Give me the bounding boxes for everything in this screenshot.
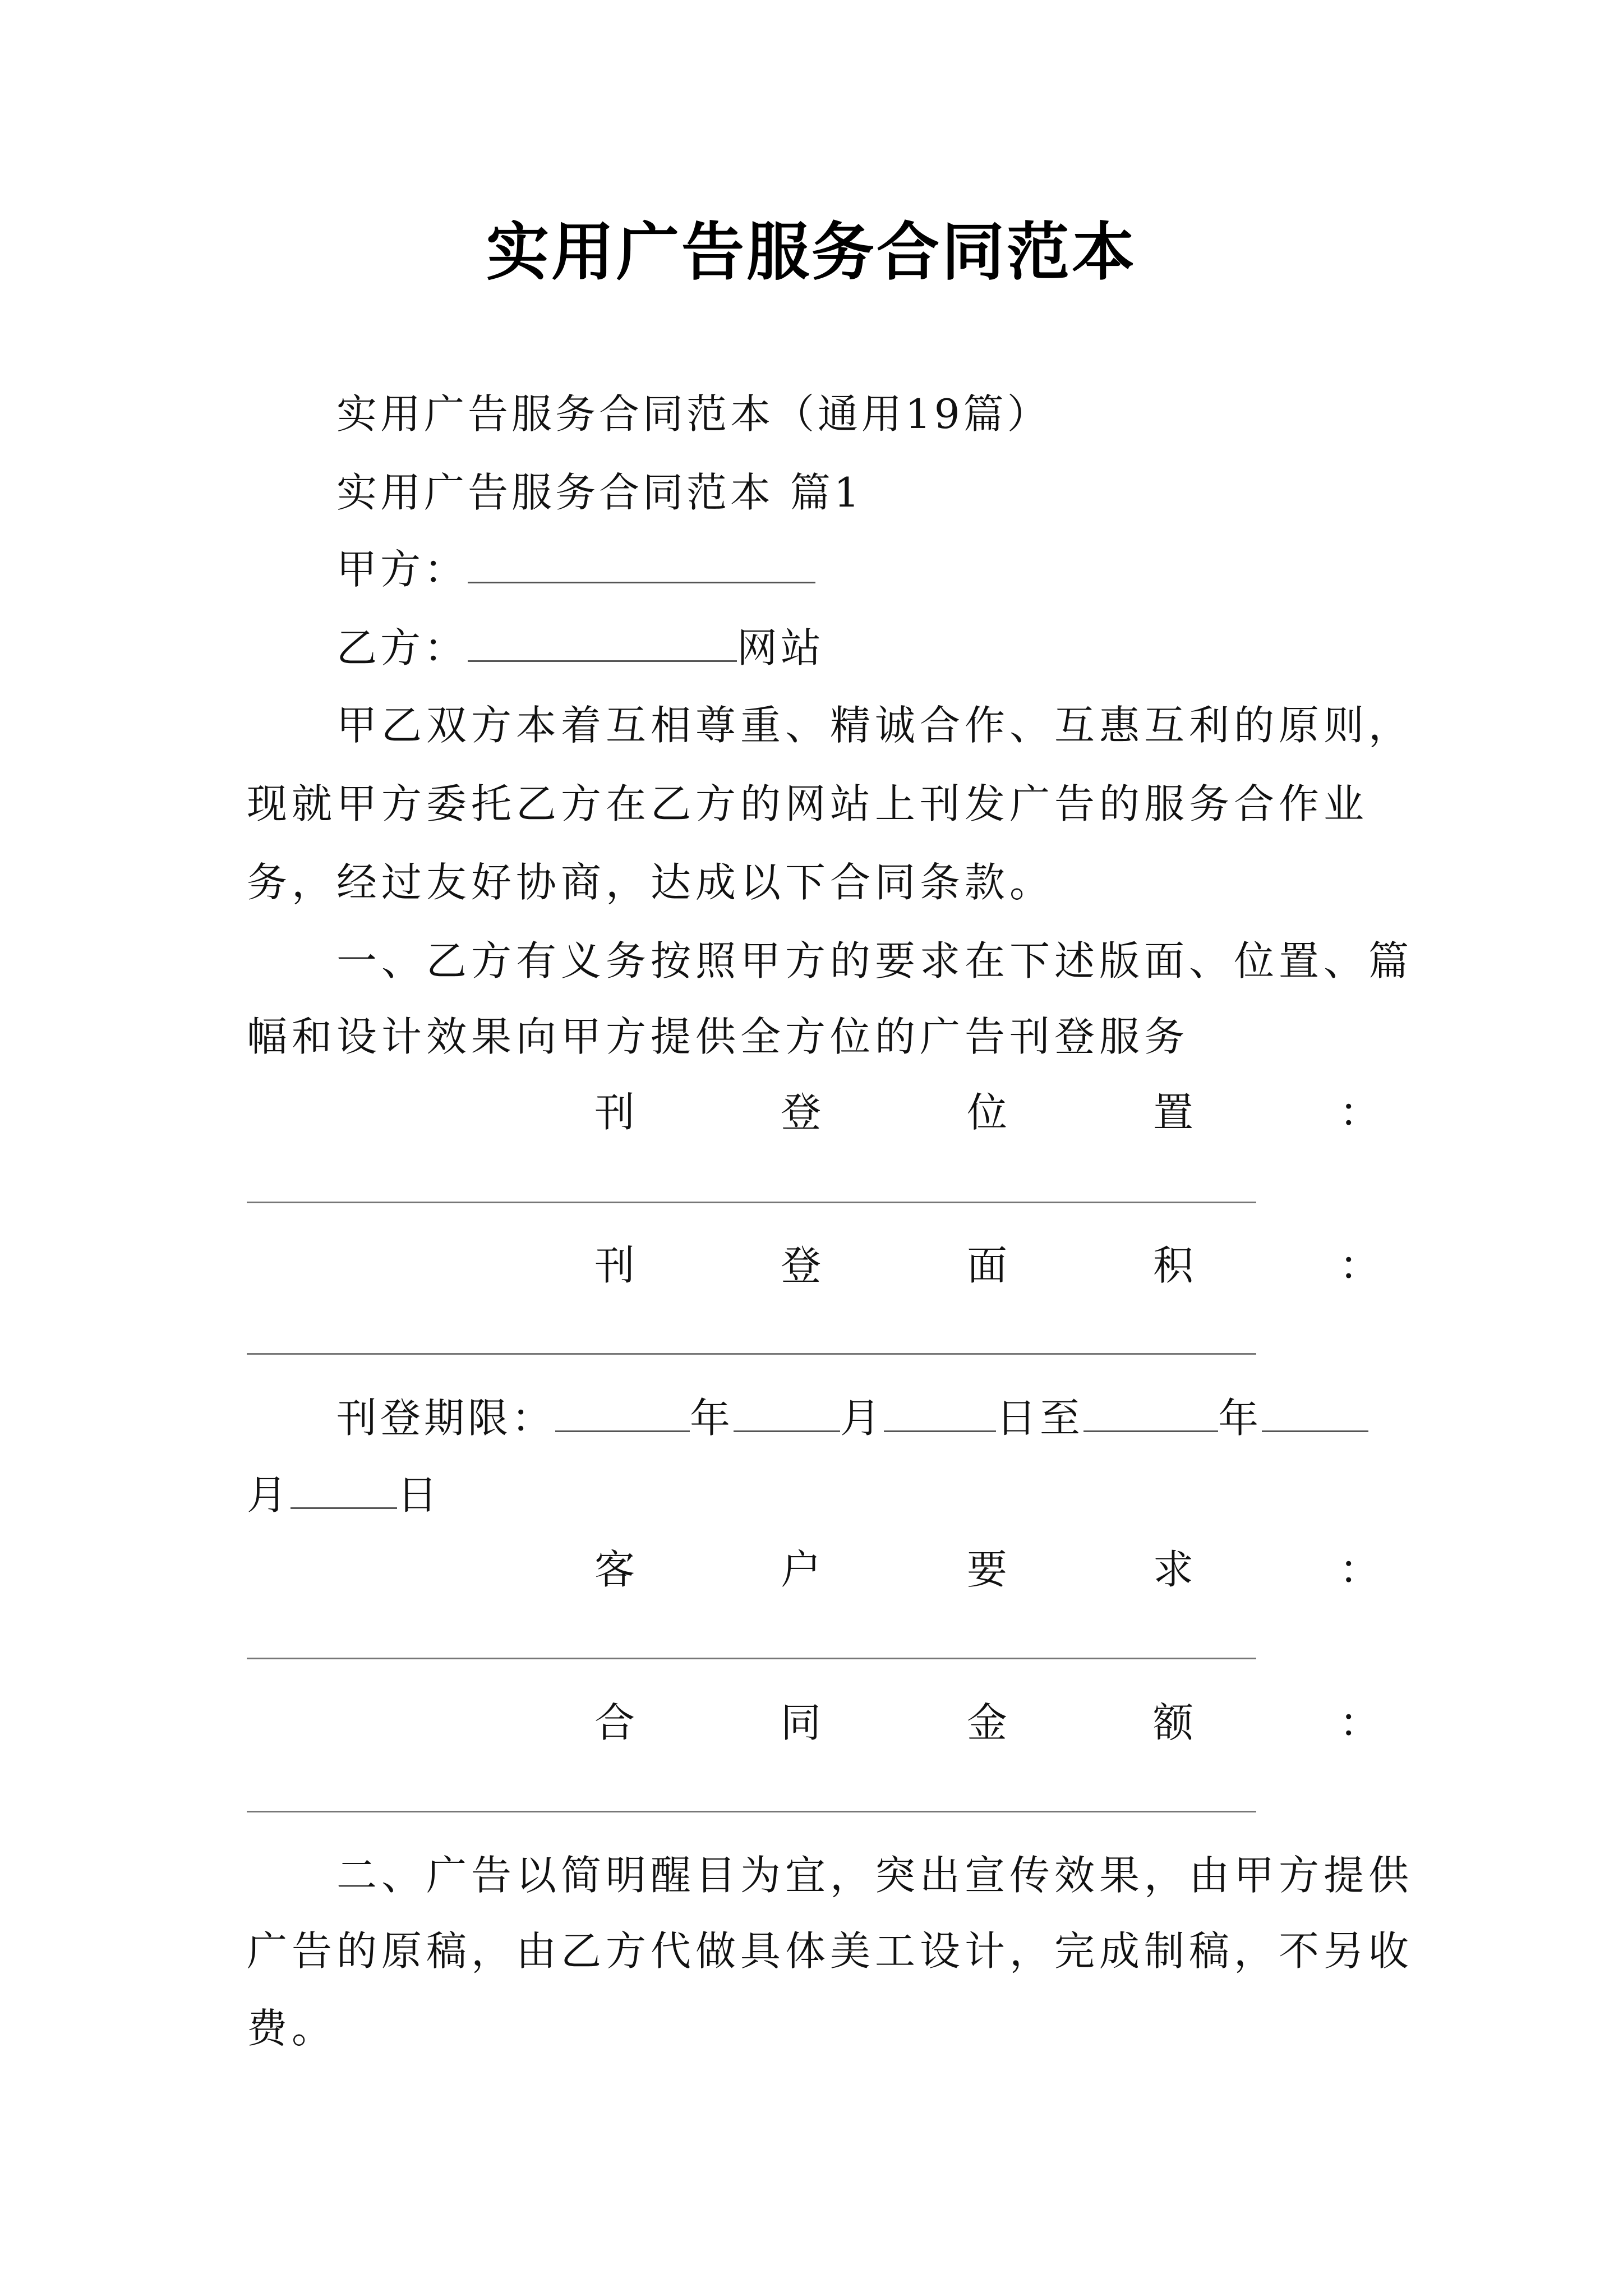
party-a-label: 甲方： xyxy=(336,546,468,593)
party-b-label: 乙方： xyxy=(336,624,468,671)
field-requirements-label: 客 户 要 求 ： xyxy=(594,1546,1380,1593)
intro-line-2: 现就甲方委托乙方在乙方的网站上刊发广告的服务合作业 xyxy=(247,780,1369,827)
clause-2-line-3: 费。 xyxy=(247,2005,337,2052)
field-position-label: 刊 登 位 置 ： xyxy=(594,1089,1380,1136)
party-b-row xyxy=(336,620,824,675)
field-area-blank xyxy=(247,1353,1256,1355)
field-position-blank xyxy=(247,1202,1256,1203)
intro-line-1: 甲乙双方本着互相尊重、精诚合作、互惠互利的原则， xyxy=(336,702,1414,749)
party-b-suffix: 网站 xyxy=(737,624,825,671)
intro-line-3: 务，经过友好协商，达成以下合同条款。 xyxy=(247,859,1055,906)
section-heading: 实用广告服务合同范本 篇1 xyxy=(336,469,863,516)
document-subtitle: 实用广告服务合同范本（通用19篇） xyxy=(336,390,1051,438)
clause-2-line-1: 二、广告以简明醒目为宜，突出宣传效果，由甲方提供 xyxy=(336,1852,1414,1899)
party-a-row xyxy=(336,541,815,596)
field-amount-label: 合 同 金 额 ： xyxy=(594,1699,1380,1746)
document-title: 实用广告服务合同范本 xyxy=(486,216,1137,289)
field-amount-blank xyxy=(247,1811,1256,1812)
party-a-blank xyxy=(468,541,815,583)
clause-1-line-2: 幅和设计效果向甲方提供全方位的广告刊登服务 xyxy=(247,1013,1189,1060)
field-requirements-blank xyxy=(247,1658,1256,1659)
period-row: 刊登期限： 年 月 日至 年 xyxy=(336,1390,1368,1445)
clause-1-line-1: 一、乙方有义务按照甲方的要求在下述版面、位置、篇 xyxy=(336,937,1414,984)
period-row-continued: 月 日 xyxy=(247,1467,441,1522)
party-b-blank xyxy=(468,620,737,662)
field-area-label: 刊 登 面 积 ： xyxy=(594,1242,1380,1289)
clause-2-line-2: 广告的原稿，由乙方代做具体美工设计，完成制稿，不另收 xyxy=(247,1927,1414,1975)
